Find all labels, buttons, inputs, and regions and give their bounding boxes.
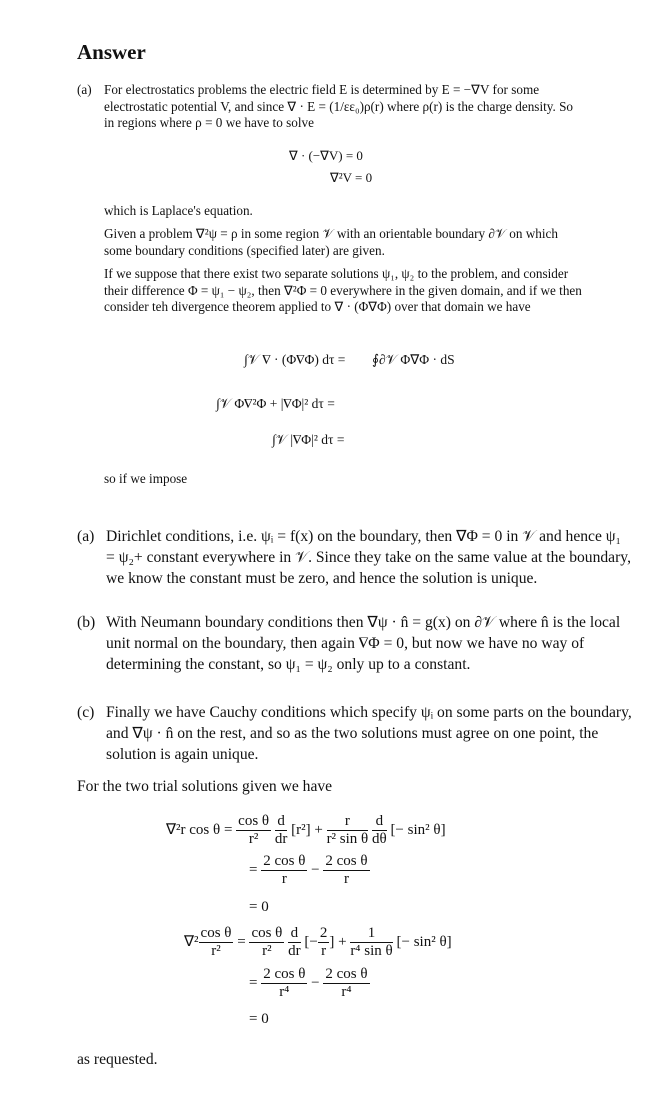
fraction [249,925,284,960]
denominator: r² [262,943,272,959]
fraction [323,966,369,1001]
fraction [261,966,307,1001]
integral-grad-squared: ∫𝒱 |∇Φ|² dτ = [272,432,345,447]
part-a-paragraph-2: which is Laplace's equation. [104,203,253,218]
answer-heading: Answer [77,40,146,64]
denominator: dr [274,831,288,847]
condition-b-label: (b) [77,614,96,631]
numerator: 2 cos θ [263,853,306,869]
numerator: d [288,925,301,943]
denominator: dθ [372,831,387,847]
numerator: d [275,813,288,831]
laplacian-symbol: ∇² [184,933,199,950]
integral-divergence-lhs: ∫𝒱 ∇ · (Φ∇Φ) dτ = [244,352,346,367]
numerator: 2 cos θ [263,966,306,982]
numerator: r [327,813,369,831]
equals-sign: = [249,974,258,991]
part-a-paragraph-3: Given a problem ∇²ψ = ρ in some region 𝒱 with an orientable boundary ∂𝒱 on which some boundary conditions (specified later) are given. [104,226,558,258]
bracket-term: [r²] + [291,821,323,838]
numerator: cos θ [238,813,270,829]
equation-divergence-grad-v: ∇ · (−∇V) = 0 [289,148,363,163]
fraction [236,813,271,848]
denominator: r [321,943,327,959]
trial-1-lhs: ∇²r cos θ = [166,821,233,838]
fraction [261,853,307,888]
numerator: 2 [319,925,328,941]
fraction [372,813,387,848]
numerator: d [372,813,387,831]
minus-sign: − [311,974,320,991]
denominator: r [281,871,287,887]
integral-surface-rhs: ∮∂𝒱 Φ∇Φ · dS [372,352,455,367]
fraction [199,925,234,960]
numerator: cos θ [251,925,283,941]
fraction [350,925,392,960]
fraction [323,853,369,888]
numerator: 1 [350,925,392,943]
condition-a-label: (a) [77,528,95,545]
denominator: r⁴ sin θ [350,943,393,959]
trial-intro: For the two trial solutions given we have [77,778,333,795]
trial-2-line-2 [249,966,370,1001]
numerator: 2 cos θ [325,966,368,982]
equals-sign: = [249,861,258,878]
denominator: r² [248,831,259,847]
trial-1-line-1 [166,813,446,848]
part-a-paragraph-5: so if we impose [104,471,188,486]
integral-expanded: ∫𝒱 Φ∇²Φ + |∇Φ|² dτ = [216,396,335,411]
part-a-label: (a) [77,82,92,97]
denominator: r² sin θ [326,831,369,847]
denominator: r⁴ [279,984,290,1000]
equation-laplace: ∇²V = 0 [330,170,373,185]
condition-b-text: With Neumann boundary conditions then ∇ψ · n̂ = g(x) on ∂𝒱 where n̂ is the local unit normal on the boundary, then again ∇Φ = 0, but now we have no way of determining the constant, so ψ₁ = ψ₂ only up to a constant. [106,614,621,673]
trial-1-line-2 [249,853,370,888]
closing-text: as requested. [77,1051,158,1068]
trial-2-line-3: = 0 [249,1011,269,1027]
bracket-open: [− [304,933,318,950]
fraction [275,813,288,848]
bracket-close: ] + [329,933,347,950]
fraction [318,925,330,960]
numerator: cos θ [200,925,232,941]
condition-a-text: Dirichlet conditions, i.e. ψᵢ = f(x) on the boundary, then ∇Φ = 0 in 𝒱 and hence ψ₁ = ψ₂+ constant everywhere in 𝒱. Since they take on the same value at the boundary, we know the constant must be zero, and hence the solution is unique. [106,528,631,587]
part-a-paragraph-1: For electrostatics problems the electric field E is determined by E = −∇V for some electrostatic potential V, and since ∇ · E = (1/εε₀)ρ(r) where ρ(r) is the charge density. So in regions where ρ = 0 we have to solve [104,82,574,131]
trial-2-line-1 [184,925,452,960]
bracket-term: [− sin² θ] [396,933,452,950]
numerator: 2 cos θ [325,853,368,869]
condition-c-label: (c) [77,704,95,721]
equals-sign: = [237,933,246,950]
bracket-term: [− sin² θ] [390,821,446,838]
denominator: r [343,871,349,887]
trial-1-line-3: = 0 [249,899,269,915]
minus-sign: − [311,861,320,878]
condition-c-text: Finally we have Cauchy conditions which specify ψᵢ on some parts on the boundary, and ∇ψ · n̂ on the rest, and so as the two solutions must agree on one point, the solution is again unique. [106,704,632,763]
denominator: dr [288,943,301,959]
denominator: r² [211,943,221,959]
part-a-paragraph-4: If we suppose that there exist two separate solutions ψ₁, ψ₂ to the problem, and consider their difference Φ = ψ₁ − ψ₂, then ∇²Φ = 0 everywhere in the given domain, and if we then consider teh divergence theorem applied to ∇ · (Φ∇Φ) over that domain we have [104,266,582,315]
fraction [288,925,301,960]
denominator: r⁴ [341,984,352,1000]
fraction [327,813,369,848]
